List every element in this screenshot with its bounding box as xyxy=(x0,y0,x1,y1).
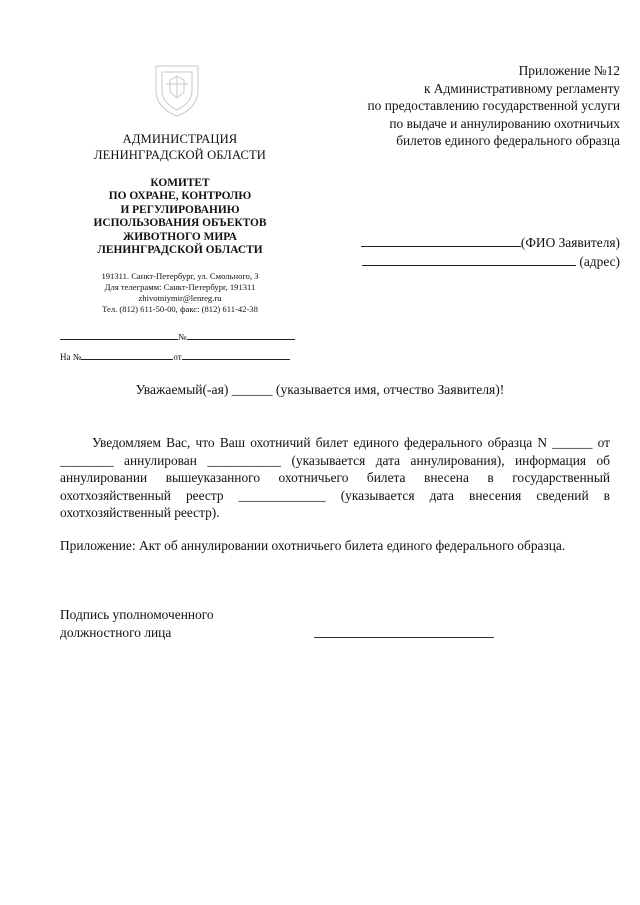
contact-info xyxy=(60,271,300,315)
applicant-fio-blank xyxy=(361,234,521,247)
notification-body: Уведомляем Вас, что Ваш охотничий билет единого федерального образца N ______ от ________ аннулирован ___________ (указывается дата аннулирования), информация об аннулировании вышеуказанного охотничьего билета внесена в государственный охотхозяйственный реестр _____________ (указывается дата внесения сведений в охотхозяйственный реестр). xyxy=(60,435,610,521)
committee-name xyxy=(60,177,300,257)
signature-line-text: должностного лица xyxy=(60,624,172,640)
signature-line-text: Подпись уполномоченного xyxy=(60,607,214,622)
committee-line: ЖИВОТНОГО МИРА xyxy=(123,230,237,243)
reg-number-sign: № xyxy=(178,332,187,342)
contact-telegram: Для телеграмм: Санкт-Петербург, 191311 xyxy=(104,282,256,293)
committee-line: И РЕГУЛИРОВАНИЮ xyxy=(120,203,240,216)
appendix-line: билетов единого федерального образца xyxy=(396,133,620,149)
committee-line: ЛЕНИНГРАДСКОЙ ОБЛАСТИ xyxy=(97,244,263,257)
appendix-line: по предоставлению государственной услуги xyxy=(367,98,620,114)
appendix-line: к Административному регламенту xyxy=(423,80,620,96)
administration-name xyxy=(60,132,300,163)
on-no-label: На № xyxy=(60,352,82,362)
registration-number-line xyxy=(60,330,295,342)
administration-line: АДМИНИСТРАЦИЯ xyxy=(122,132,238,146)
appendix-line: по выдаче и аннулированию охотничьих xyxy=(389,115,620,131)
from-label: от xyxy=(173,352,182,362)
signature-label xyxy=(60,606,214,641)
appendix-line: Приложение №12 xyxy=(518,63,620,78)
attachment-note: Приложение: Акт об аннулировании охотничьего билета единого федерального образца. xyxy=(60,538,566,553)
ref-date-blank xyxy=(182,350,290,360)
applicant-address-label: (адрес) xyxy=(579,254,620,269)
appendix-header xyxy=(300,62,620,150)
applicant-address-line xyxy=(362,253,620,270)
applicant-fio-label: (ФИО Заявителя) xyxy=(520,235,620,250)
issuer-block xyxy=(60,132,300,315)
signature-blank xyxy=(314,637,494,638)
administration-line: ЛЕНИНГРАДСКОЙ ОБЛАСТИ xyxy=(93,147,266,162)
committee-line: КОМИТЕТ xyxy=(150,177,210,189)
contact-phone: Тел. (812) 611-50-00, факс: (812) 611-42-38 xyxy=(102,304,258,315)
applicant-fio-line xyxy=(361,234,620,251)
reg-number-blank xyxy=(187,330,295,340)
contact-address: 191311. Санкт-Петербург, ул. Смольного, 3 xyxy=(101,271,259,282)
salutation: Уважаемый(-ая) ______ (указывается имя, отчество Заявителя)! xyxy=(135,382,505,397)
ref-number-blank xyxy=(81,350,173,360)
committee-line: ПО ОХРАНЕ, КОНТРОЛЮ xyxy=(108,190,252,203)
reference-line xyxy=(60,350,290,362)
coat-of-arms-icon xyxy=(148,60,206,118)
contact-email: zhivotniymir@lenreg.ru xyxy=(138,293,222,304)
applicant-address-blank xyxy=(362,253,576,266)
reg-date-blank xyxy=(60,330,178,340)
committee-line: ИСПОЛЬЗОВАНИЯ ОБЪЕКТОВ xyxy=(93,217,267,230)
